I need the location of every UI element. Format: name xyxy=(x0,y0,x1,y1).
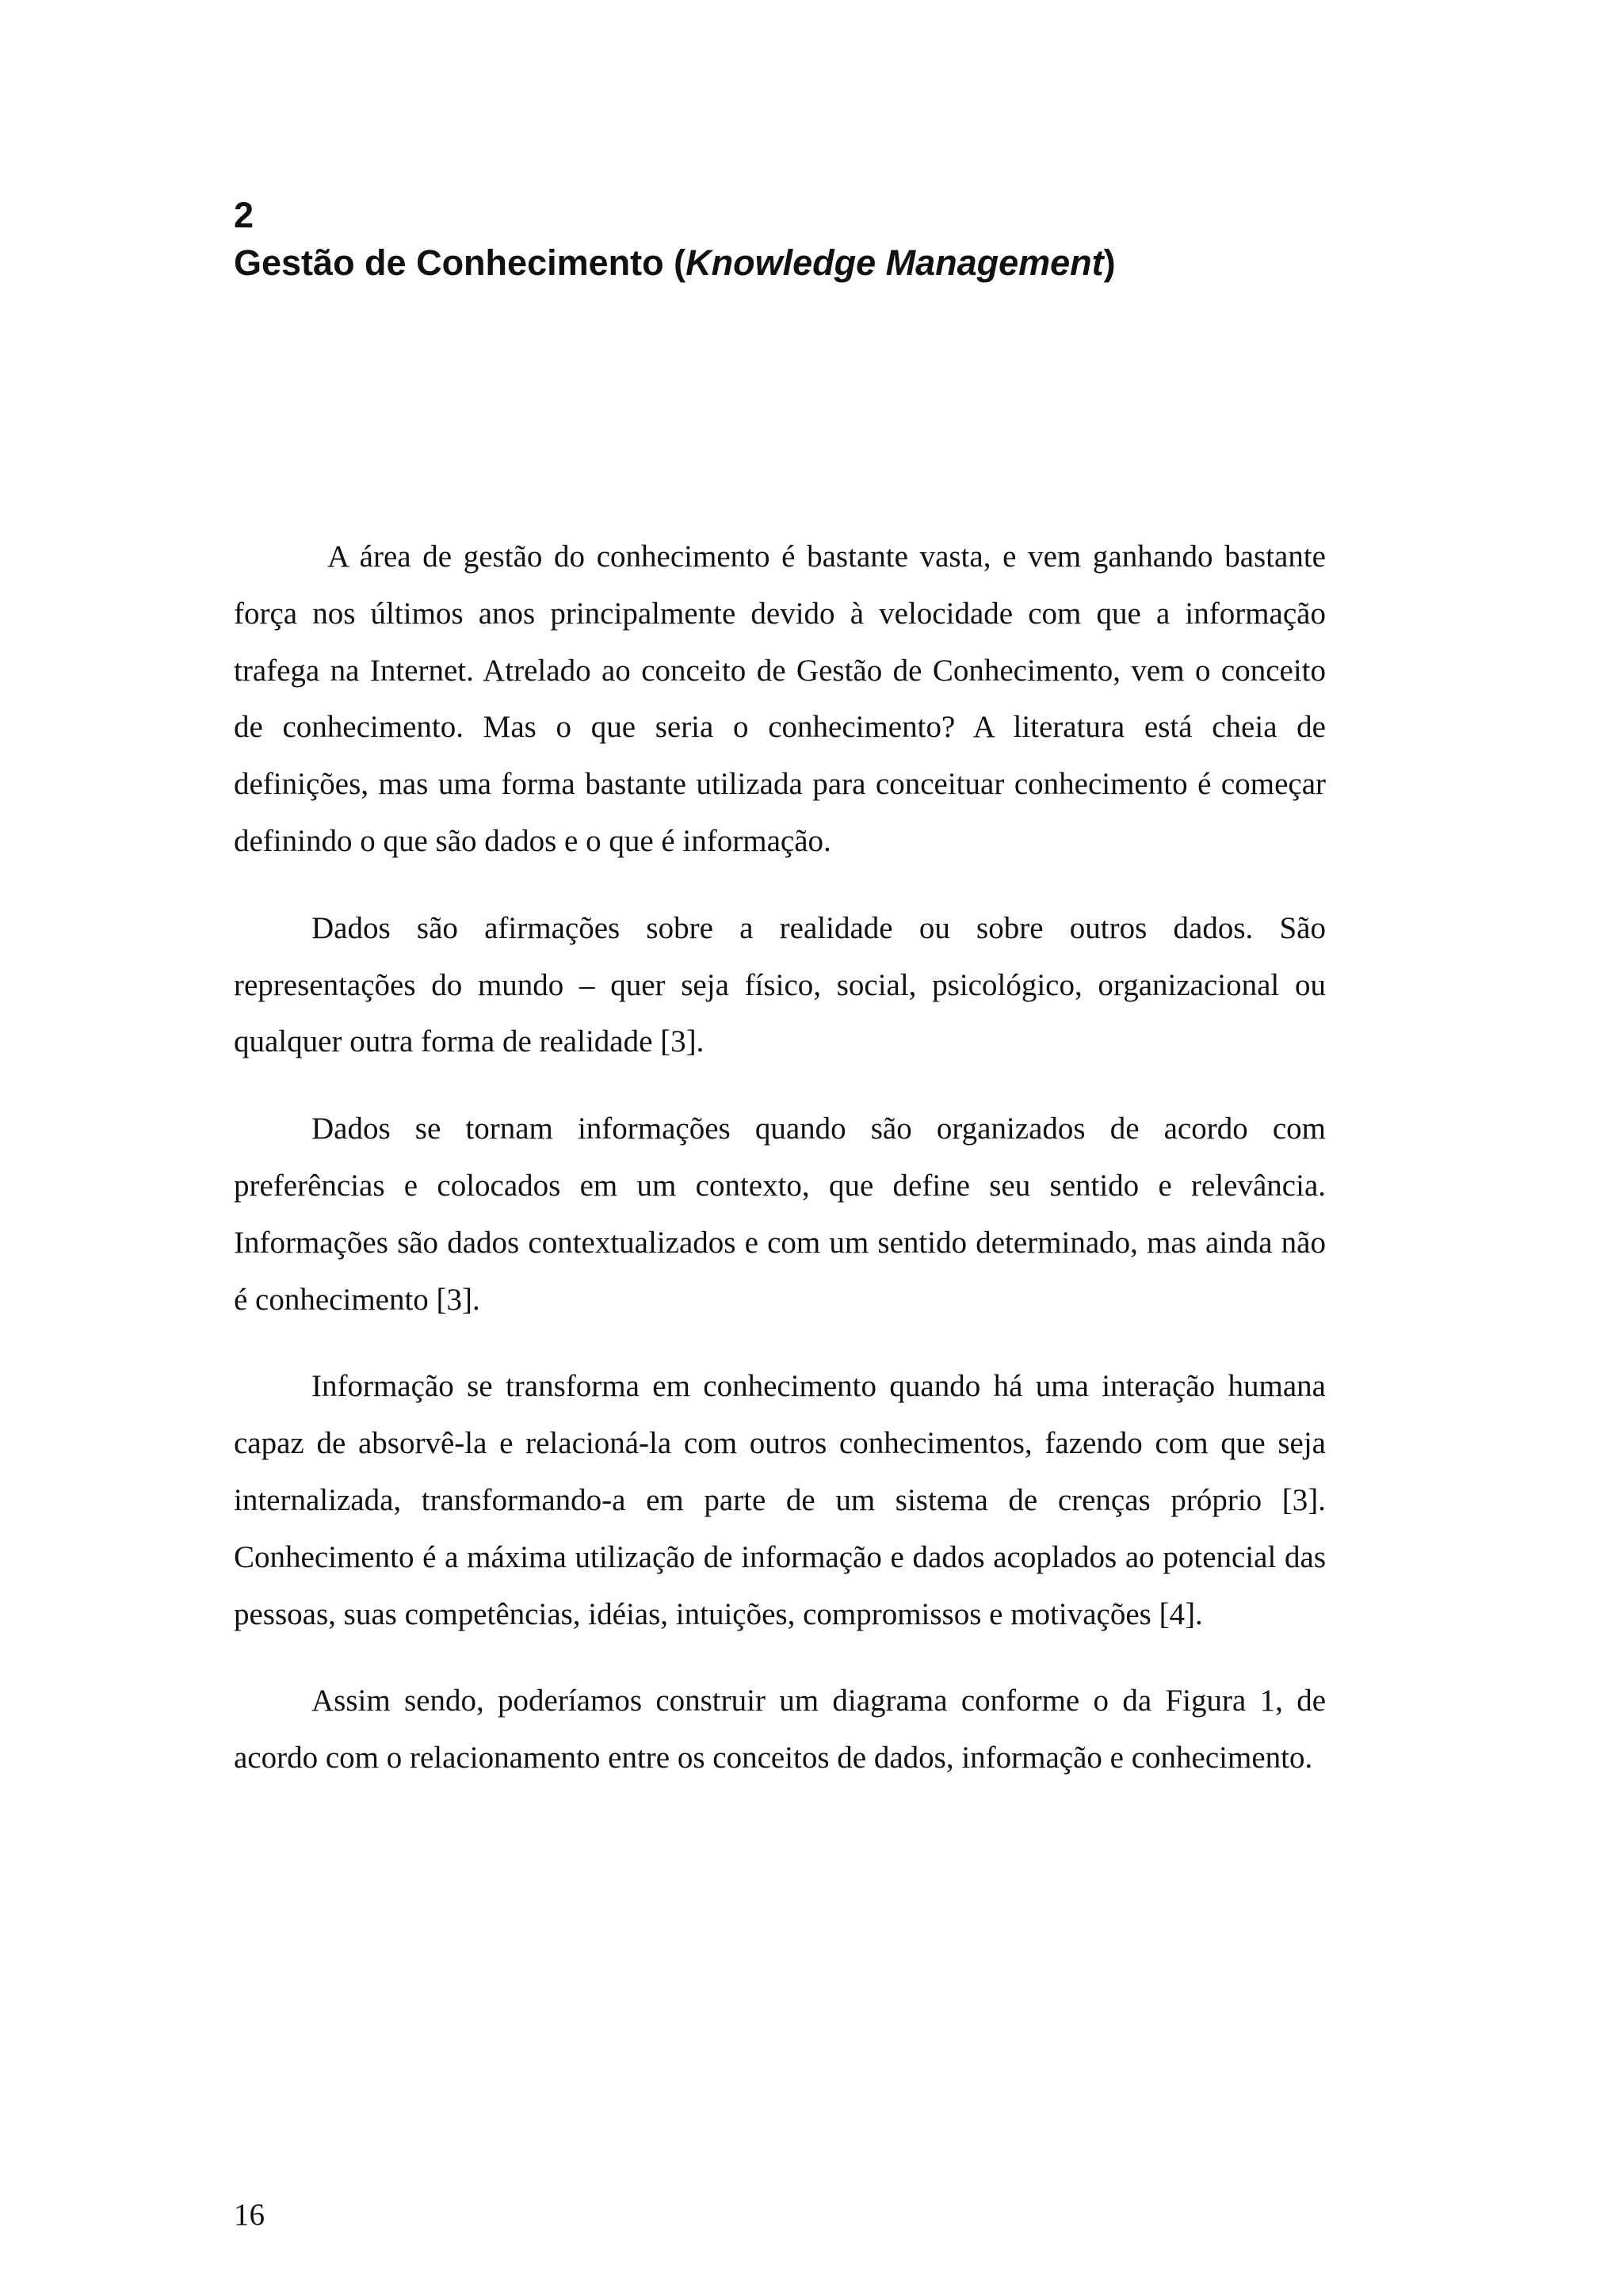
chapter-heading xyxy=(234,192,1407,287)
chapter-title xyxy=(234,239,1407,287)
paragraph-informacoes: Dados se tornam informações quando são organizados de acordo com preferências e colocados em um contexto, que define seu sentido e relevância. Informações são dados contextualizados e com um sentido determinado, mas ainda não é conhecimento [3]. xyxy=(234,1112,1326,1317)
paragraph-intro: A área de gestão do conhecimento é bastante vasta, e vem ganhando bastante força nos últimos anos principalmente devido à velocidade com que a informação trafega na Internet. Atrelado ao conceito de Gestão de Conhecimento, vem o conceito de conhecimento. Mas o que seria o conhecimento? A literatura está cheia de definições, mas uma forma bastante utilizada para conceituar conhecimento é começar definindo o que são dados e o que é informação. xyxy=(234,540,1326,858)
page-number: 16 xyxy=(234,2198,265,2232)
paragraph-diagrama: Assim sendo, poderíamos construir um diagrama conforme o da Figura 1, de acordo com o relacionamento entre os conceitos de dados, informação e conhecimento. xyxy=(234,1684,1326,1775)
body-text xyxy=(234,528,1326,1817)
chapter-title-prefix: Gestão de Conhecimento ( xyxy=(234,242,686,283)
paragraph-conhecimento: Informação se transforma em conhecimento quando há uma interação humana capaz de absorvê-la e relacioná-la com outros conhecimentos, fazendo com que seja internalizada, transformando-a em parte de um sistema de crenças próprio [3]. Conhecimento é a máxima utilização de informação e dados acoplados ao potencial das pessoas, suas competências, idéias, intuições, compromissos e motivações [4]. xyxy=(234,1369,1326,1631)
chapter-title-italic: Knowledge Management xyxy=(685,242,1104,283)
chapter-number: 2 xyxy=(234,195,254,235)
paragraph-dados: Dados são afirmações sobre a realidade ou sobre outros dados. São representações do mundo – quer seja físico, social, psicológico, organizacional ou qualquer outra forma de realidade [3]. xyxy=(234,910,1326,1059)
chapter-title-suffix: ) xyxy=(1103,242,1116,283)
